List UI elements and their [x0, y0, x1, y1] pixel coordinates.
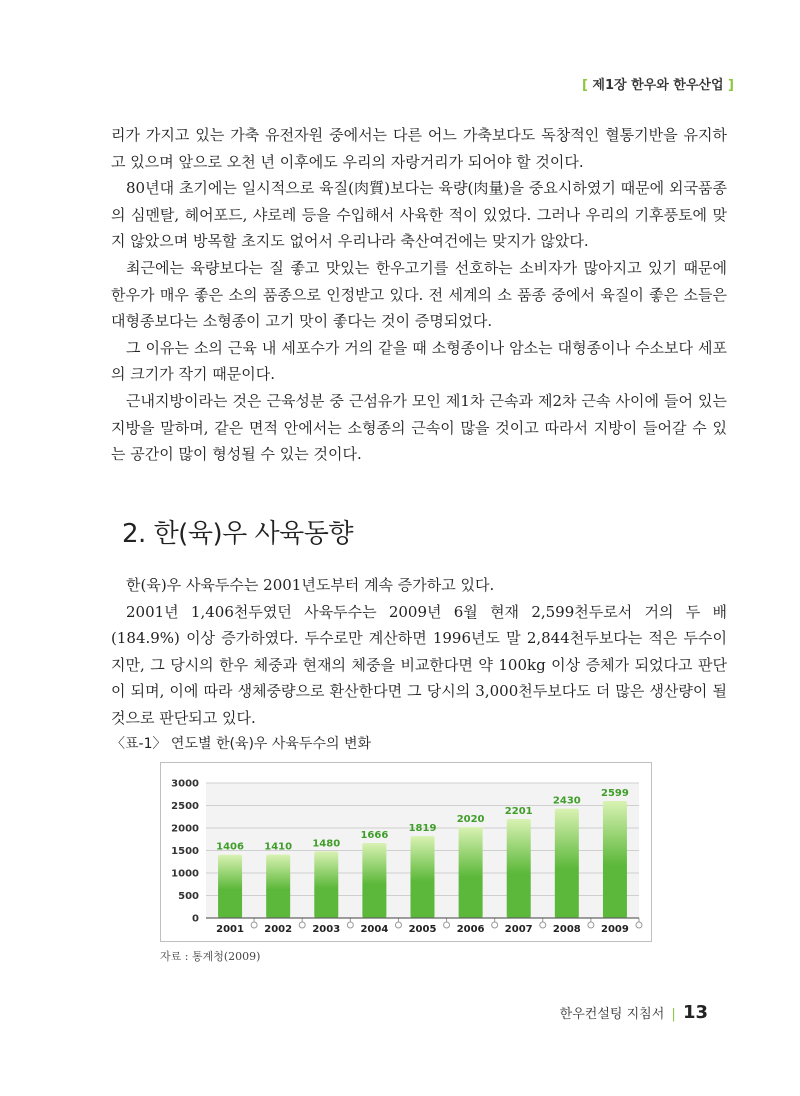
y-tick-label: 0 — [192, 913, 199, 925]
x-tick-label: 2002 — [264, 924, 293, 935]
x-tick-label: 2004 — [360, 924, 389, 935]
chapter-title: 제1장 한우와 한우산업 — [592, 78, 724, 93]
y-tick-label: 500 — [178, 891, 199, 902]
bar — [218, 855, 242, 918]
bar — [555, 809, 579, 918]
data-label: 1480 — [312, 838, 341, 850]
x-tick-label: 2006 — [456, 924, 485, 935]
source-note: 자료 : 통계청(2009) — [160, 950, 261, 963]
paragraph: 리가 가지고 있는 가축 유전자원 중에서는 다른 어느 가축보다도 독창적인 혈통기반을 유지하고 있으며 앞으로 오천 년 이후에도 우리의 자랑거리가 되어야 할 것이다. — [111, 126, 727, 171]
chart-canvas — [161, 763, 651, 941]
section-body — [111, 572, 727, 732]
bar — [314, 851, 338, 918]
body-text — [111, 122, 727, 468]
x-tick-label: 2003 — [312, 924, 341, 935]
y-tick-label: 1000 — [171, 868, 199, 880]
bar — [507, 819, 531, 918]
paragraph: 한(육)우 사육두수는 2001년도부터 계속 증가하고 있다. — [126, 576, 495, 594]
x-tick-label: 2008 — [552, 924, 581, 935]
x-tick-label: 2007 — [504, 924, 533, 935]
paragraph: 80년대 초기에는 일시적으로 육질(肉質)보다는 육량(肉量)을 중요시하였기 때문에 외국품종의 심멘탈, 헤어포드, 샤로레 등을 수입해서 사육한 적이 있었다. 그러나 우리의 기후풍토에 맞지 않았으며 방목할 초지도 없어서 우리나라 축산여건에는 맞지가 않았다. — [111, 179, 727, 251]
livestock-bar-chart — [160, 762, 652, 942]
x-tick-label: 2005 — [408, 924, 437, 935]
bar — [603, 801, 627, 918]
y-tick-label: 1500 — [171, 846, 199, 857]
tick-marker — [347, 922, 353, 928]
tick-marker — [588, 922, 594, 928]
table-caption: 〈표-1〉 연도별 한(육)우 사육두수의 변화 — [111, 736, 372, 752]
bar — [266, 855, 290, 918]
tick-marker — [540, 922, 546, 928]
y-tick-label: 2000 — [171, 823, 199, 835]
tick-marker — [492, 922, 498, 928]
data-label: 1666 — [360, 830, 389, 842]
data-label: 2020 — [456, 814, 485, 826]
tick-marker — [395, 922, 401, 928]
paragraph: 그 이유는 소의 근육 내 세포수가 거의 같을 때 소형종이나 암소는 대형종이나 수소보다 세포의 크기가 작기 때문이다. — [111, 338, 727, 384]
bar — [362, 843, 386, 918]
data-label: 2201 — [504, 805, 533, 817]
paragraph: 근내지방이라는 것은 근육성분 중 근섬유가 모인 제1차 근속과 제2차 근속 사이에 들어 있는 지방을 말하며, 같은 면적 안에서는 소형종의 근속이 많을 것이고 따라서 지방이 들어갈 수 있는 공간이 많이 형성될 수 있는 것이다. — [111, 391, 727, 464]
data-label: 1819 — [408, 823, 437, 835]
tick-marker — [636, 922, 642, 928]
section-title: 2. 한(육)우 사육동향 — [122, 519, 353, 549]
footer-title: 한우컨설팅 지침서 — [559, 1007, 665, 1022]
data-label: 1410 — [264, 841, 293, 853]
y-tick-label: 3000 — [171, 778, 199, 790]
paragraph: 최근에는 육량보다는 질 좋고 맛있는 한우고기를 선호하는 소비자가 많아지고 있기 때문에 한우가 매우 좋은 소의 품종으로 인정받고 있다. 전 세계의 소 품종 중에서 육질이 좋은 소들은 대형종보다는 소형종이 고기 맛이 좋다는 것이 증명되었다. — [111, 258, 727, 331]
page-footer: 한우컨설팅 지침서 | 13 — [559, 1002, 708, 1023]
data-label: 2430 — [552, 795, 581, 807]
tick-marker — [299, 922, 305, 928]
bar — [459, 827, 483, 918]
tick-marker — [251, 922, 257, 928]
y-tick-label: 2500 — [171, 801, 199, 812]
x-tick-label: 2001 — [216, 924, 244, 935]
paragraph: 2001년 1,406천두였던 사육두수는 2009년 6월 현재 2,599천두로서 거의 두 배(184.9%) 이상 증가하였다. 두수로만 계산하면 1996년도 말 2,844천두보다는 적은 두수이지만, 그 당시의 한우 체중과 현재의 체중을 비교한다면 약 100kg 이상 증체가 되었다고 판단이 되며, 이에 따라 생체중량으로 환산한다면 그 당시의 3,000천두보다도 더 많은 생산량이 될 것으로 판단되고 있다. — [111, 602, 727, 727]
bar — [411, 836, 435, 918]
x-tick-label: 2009 — [601, 924, 629, 935]
data-label: 2599 — [601, 788, 629, 800]
page-number: 13 — [682, 1002, 708, 1023]
chapter-header: [ 제1장 한우와 한우산업 ] — [581, 78, 734, 93]
tick-marker — [444, 922, 450, 928]
data-label: 1406 — [216, 841, 244, 853]
